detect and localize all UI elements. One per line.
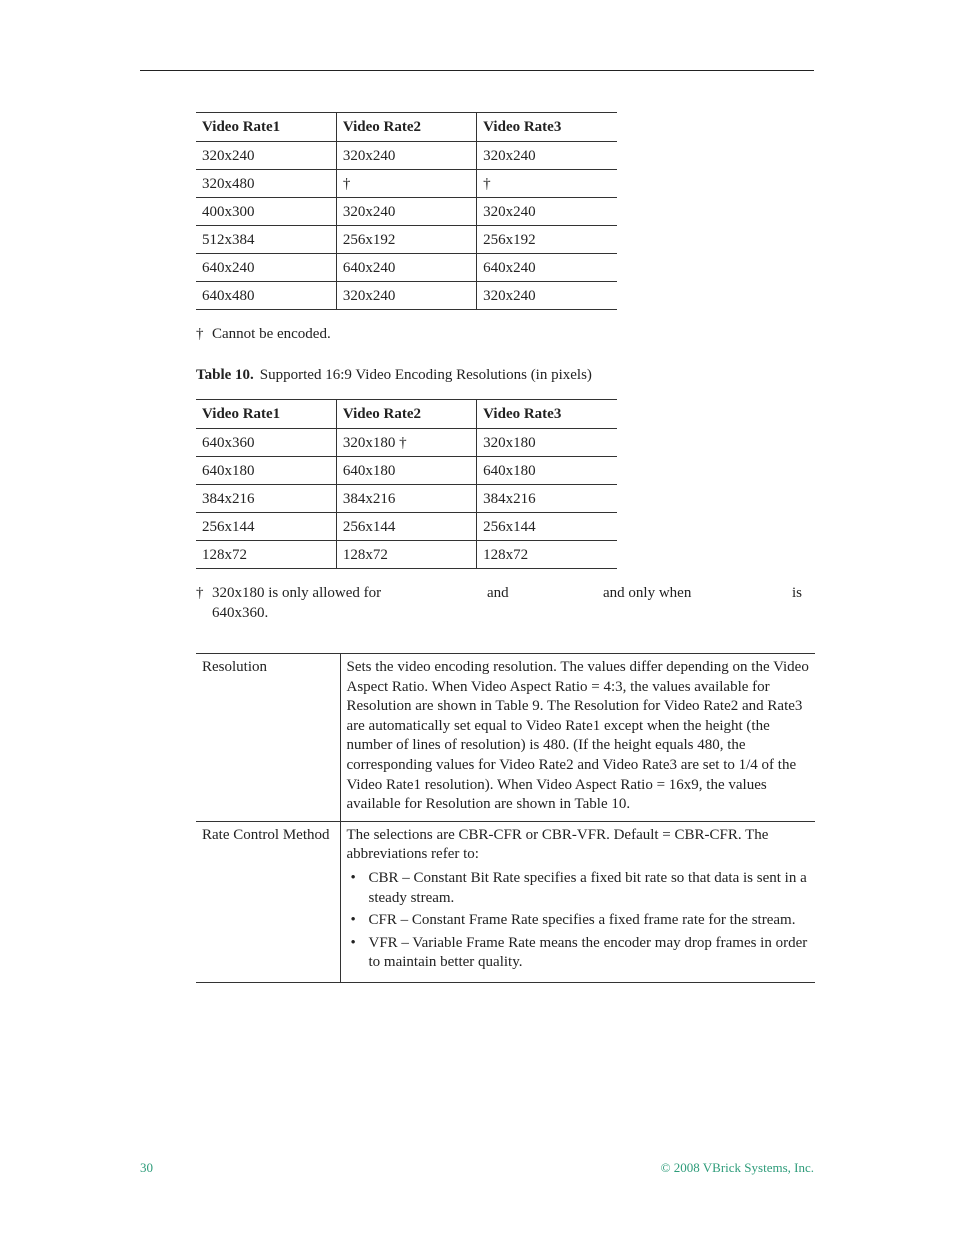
caption-label: Table 10. xyxy=(196,367,254,383)
table-row xyxy=(196,654,815,822)
table-cell: 320x240 xyxy=(477,142,617,170)
table-row xyxy=(196,485,617,513)
list-item xyxy=(347,911,814,931)
table-cell: † xyxy=(477,170,617,198)
table-cell: 320x240 xyxy=(477,282,617,310)
bullet-icon: • xyxy=(350,934,356,951)
table-cell: 320x240 xyxy=(196,142,336,170)
bullet-list xyxy=(347,869,814,973)
table-cell: 640x180 xyxy=(196,457,336,485)
table-cell: 320x240 xyxy=(336,198,476,226)
list-item-text: CBR – Constant Bit Rate specifies a fixed bit rate so that data is sent in a steady stream. xyxy=(368,869,807,906)
table-cell: 256x192 xyxy=(477,226,617,254)
table-cell: 320x180 xyxy=(477,429,617,457)
table-row xyxy=(196,821,815,982)
column-header: Video Rate3 xyxy=(477,400,617,429)
column-header: Video Rate2 xyxy=(336,400,476,429)
table-footnote xyxy=(196,324,331,344)
table-row xyxy=(196,226,617,254)
table-cell: 256x192 xyxy=(336,226,476,254)
table-cell: 640x240 xyxy=(477,254,617,282)
table-cell: 320x240 xyxy=(336,142,476,170)
table-header-row xyxy=(196,113,617,142)
bullet-icon: • xyxy=(350,869,356,886)
column-header: Video Rate2 xyxy=(336,113,476,142)
table-row xyxy=(196,142,617,170)
table-cell: 384x216 xyxy=(196,485,336,513)
description-paragraph: The selections are CBR-CFR or CBR-VFR. Default = CBR-CFR. The abbreviations refer to: xyxy=(346,826,769,863)
table-cell: 640x180 xyxy=(477,457,617,485)
table-row xyxy=(196,513,617,541)
list-item-text: CFR – Constant Frame Rate specifies a fixed frame rate for the stream. xyxy=(368,912,796,929)
list-item xyxy=(347,934,814,973)
column-header: Video Rate1 xyxy=(196,400,336,429)
settings-description-table xyxy=(196,653,815,983)
header-rule xyxy=(140,70,814,71)
table-row xyxy=(196,541,617,569)
table-cell: 320x180 † xyxy=(336,429,476,457)
page-number: 30 xyxy=(140,1160,153,1175)
table-cell: 384x216 xyxy=(477,485,617,513)
footnote-text: 640x360. xyxy=(212,605,269,621)
table-row xyxy=(196,282,617,310)
bullet-icon: • xyxy=(350,912,356,929)
column-header: Video Rate3 xyxy=(477,113,617,142)
list-item xyxy=(347,869,814,908)
table-cell: 128x72 xyxy=(336,541,476,569)
table-cell: 320x240 xyxy=(336,282,476,310)
table-cell: 512x384 xyxy=(196,226,336,254)
table-cell: 384x216 xyxy=(336,485,476,513)
table-row xyxy=(196,198,617,226)
footnote-text: 320x180 is only allowed for xyxy=(212,585,382,601)
table-cell: 640x180 xyxy=(336,457,476,485)
table-header-row xyxy=(196,400,617,429)
setting-name: Resolution xyxy=(196,654,340,822)
table-cell: † xyxy=(336,170,476,198)
table-cell: 640x360 xyxy=(196,429,336,457)
table-cell: 320x480 xyxy=(196,170,336,198)
footnote-text: Cannot be encoded. xyxy=(212,326,331,342)
table-cell: 128x72 xyxy=(477,541,617,569)
table-cell: 400x300 xyxy=(196,198,336,226)
table-caption xyxy=(196,365,592,385)
footnote-text: is xyxy=(792,585,803,601)
table-16x9-resolutions xyxy=(196,399,617,569)
dagger-marker: † xyxy=(196,326,204,342)
table-cell: 640x480 xyxy=(196,282,336,310)
setting-description xyxy=(340,821,815,982)
table-cell: 256x144 xyxy=(196,513,336,541)
table-4x3-resolutions xyxy=(196,112,617,310)
table-row xyxy=(196,254,617,282)
footnote-text: and xyxy=(487,585,509,601)
dagger-marker: † xyxy=(196,585,204,601)
setting-description xyxy=(340,654,815,822)
table-cell: 640x240 xyxy=(196,254,336,282)
table-cell: 640x240 xyxy=(336,254,476,282)
table-cell: 128x72 xyxy=(196,541,336,569)
table-footnote xyxy=(196,583,806,623)
caption-text: Supported 16:9 Video Encoding Resolutions (in pixels) xyxy=(259,367,592,383)
table-row xyxy=(196,429,617,457)
footnote-text: and only when xyxy=(603,585,692,601)
table-row xyxy=(196,457,617,485)
table-cell: 256x144 xyxy=(336,513,476,541)
table-cell: 256x144 xyxy=(477,513,617,541)
copyright-notice: © 2008 VBrick Systems, Inc. xyxy=(660,1160,814,1175)
list-item-text: VFR – Variable Frame Rate means the encoder may drop frames in order to maintain better quality. xyxy=(368,934,808,971)
description-paragraph: Sets the video encoding resolution. The values differ depending on the Video Aspect Ratio. When Video Aspect Ratio = 4:3, the values available for Resolution are shown in Table 9. The Resolution for Video Rate2 and Rate3 are automatically set equal to Video Rate1 except when the height (the number of lines of resolution) is 480. (If the height equals 480, the corresponding values for Video Rate2 and Video Rate3 are set to 1/4 of the Video Rate1 resolution). When Video Aspect Ratio = 16x9, the values available for Resolution are shown in Table 10. xyxy=(346,659,809,813)
table-cell: 320x240 xyxy=(477,198,617,226)
column-header: Video Rate1 xyxy=(196,113,336,142)
table-row xyxy=(196,170,617,198)
setting-name: Rate Control Method xyxy=(196,821,340,982)
